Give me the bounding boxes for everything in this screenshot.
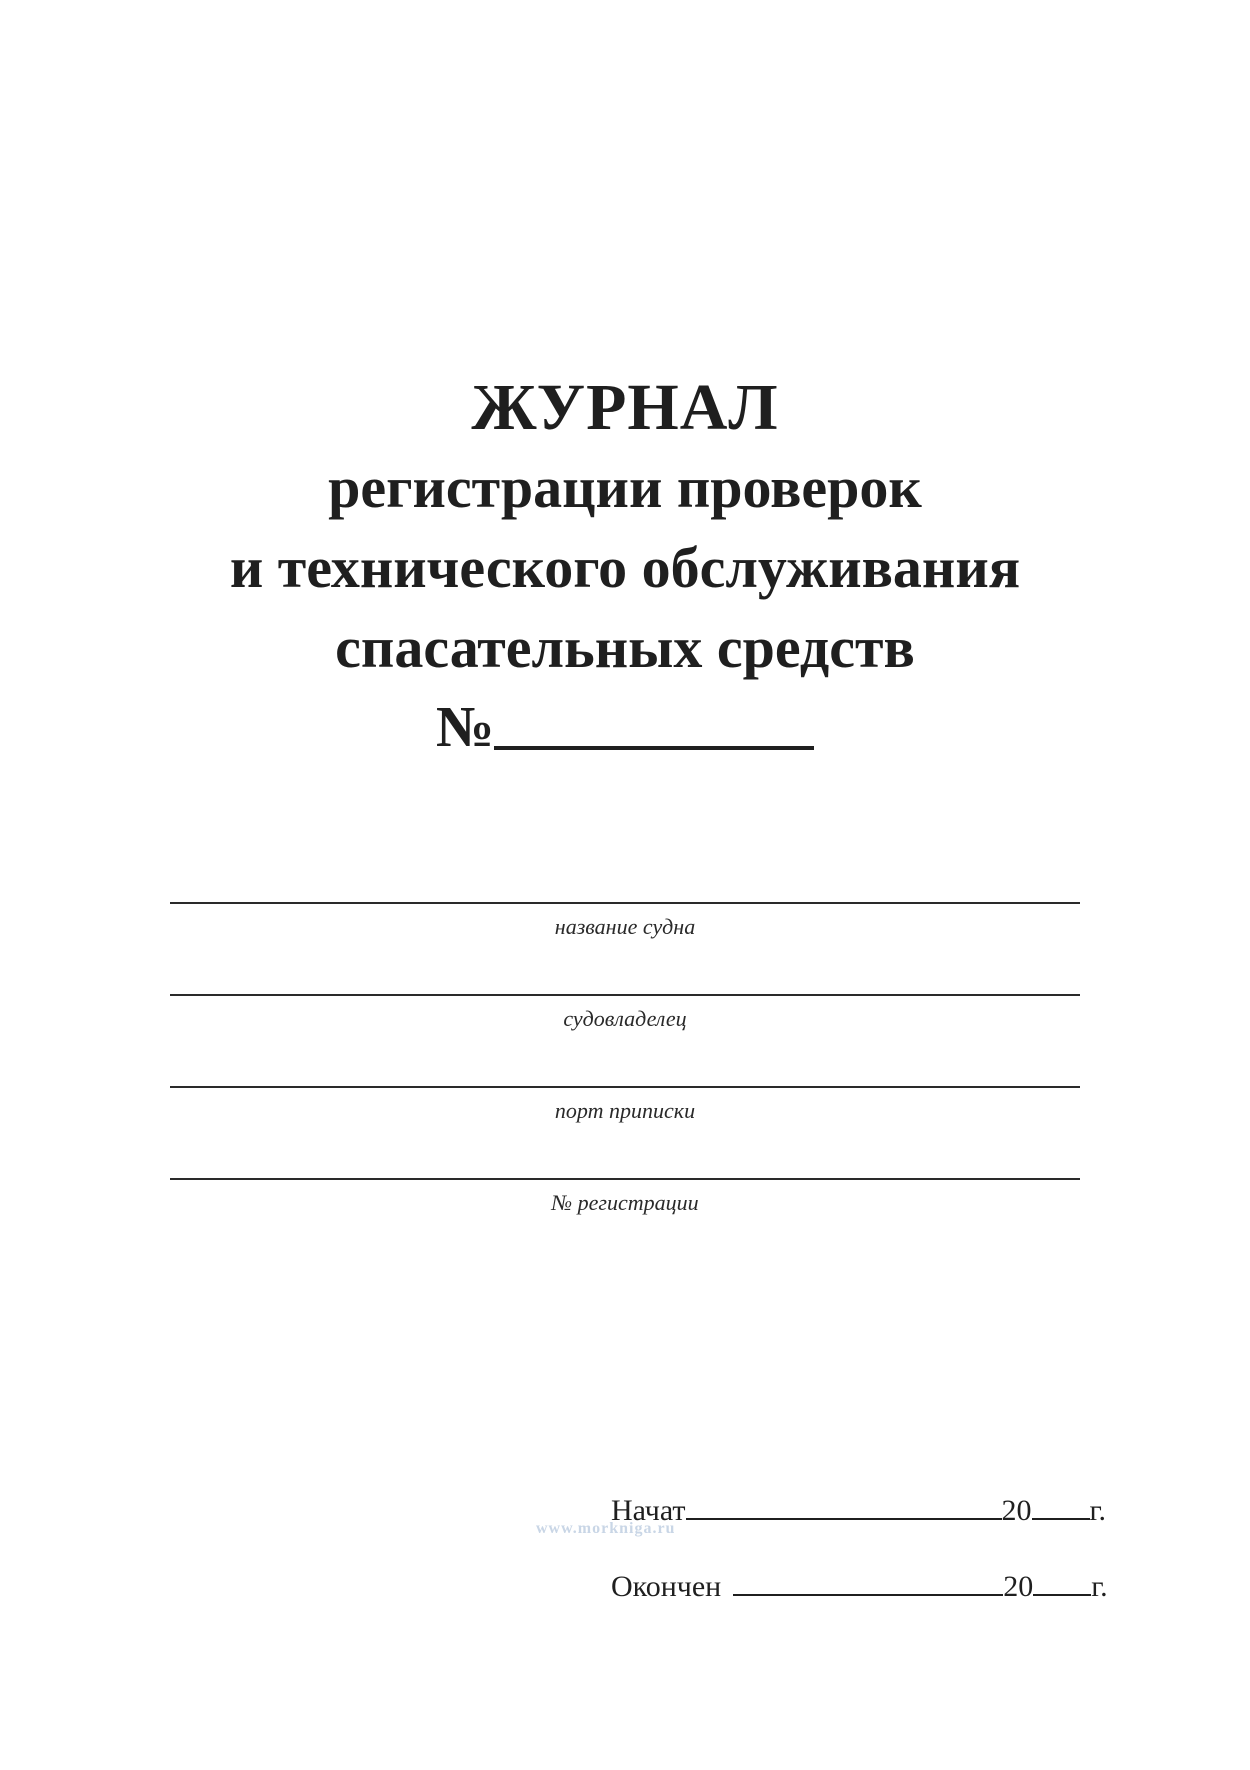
- field-vessel-name-line[interactable]: [170, 902, 1080, 904]
- field-registration-number-line[interactable]: [170, 1178, 1080, 1180]
- date-start-blank[interactable]: [686, 1488, 1002, 1520]
- journal-number-blank[interactable]: [494, 746, 814, 750]
- field-home-port-line[interactable]: [170, 1086, 1080, 1088]
- date-end-year-prefix: 20: [1003, 1570, 1034, 1603]
- date-end-blank[interactable]: [733, 1564, 1003, 1596]
- field-registration-number: [170, 1178, 1080, 1216]
- date-start-year-suffix: г.: [1089, 1494, 1106, 1527]
- title-line-2: и технического обслуживания: [229, 535, 1021, 600]
- field-vessel-name-caption: название судна: [554, 914, 696, 939]
- journal-number-label: №: [436, 694, 495, 759]
- field-vessel-name: [170, 902, 1080, 940]
- title-line-1: регистрации проверок: [328, 455, 922, 520]
- date-start-year-blank[interactable]: [1032, 1488, 1090, 1520]
- title-block: [0, 368, 1250, 688]
- watermark-text: www.morkniga.ru: [536, 1520, 676, 1537]
- title-line-3: спасательных средств: [335, 615, 915, 680]
- date-end-year-suffix: г.: [1091, 1570, 1108, 1603]
- date-end-year-blank[interactable]: [1033, 1564, 1091, 1596]
- date-end-label: Окончен: [611, 1570, 722, 1603]
- date-start-year-prefix: 20: [1001, 1494, 1032, 1527]
- field-home-port: [170, 1086, 1080, 1124]
- date-start-label: Начат: [611, 1494, 686, 1527]
- field-shipowner-caption: судовладелец: [563, 1006, 687, 1031]
- field-shipowner-line[interactable]: [170, 994, 1080, 996]
- field-home-port-caption: порт приписки: [554, 1098, 696, 1123]
- title-main: ЖУРНАЛ: [471, 371, 779, 444]
- field-registration-number-caption: № регистрации: [551, 1190, 699, 1215]
- date-row-start: [611, 1488, 1106, 1528]
- field-shipowner: [170, 994, 1080, 1032]
- date-row-end: [611, 1564, 1108, 1604]
